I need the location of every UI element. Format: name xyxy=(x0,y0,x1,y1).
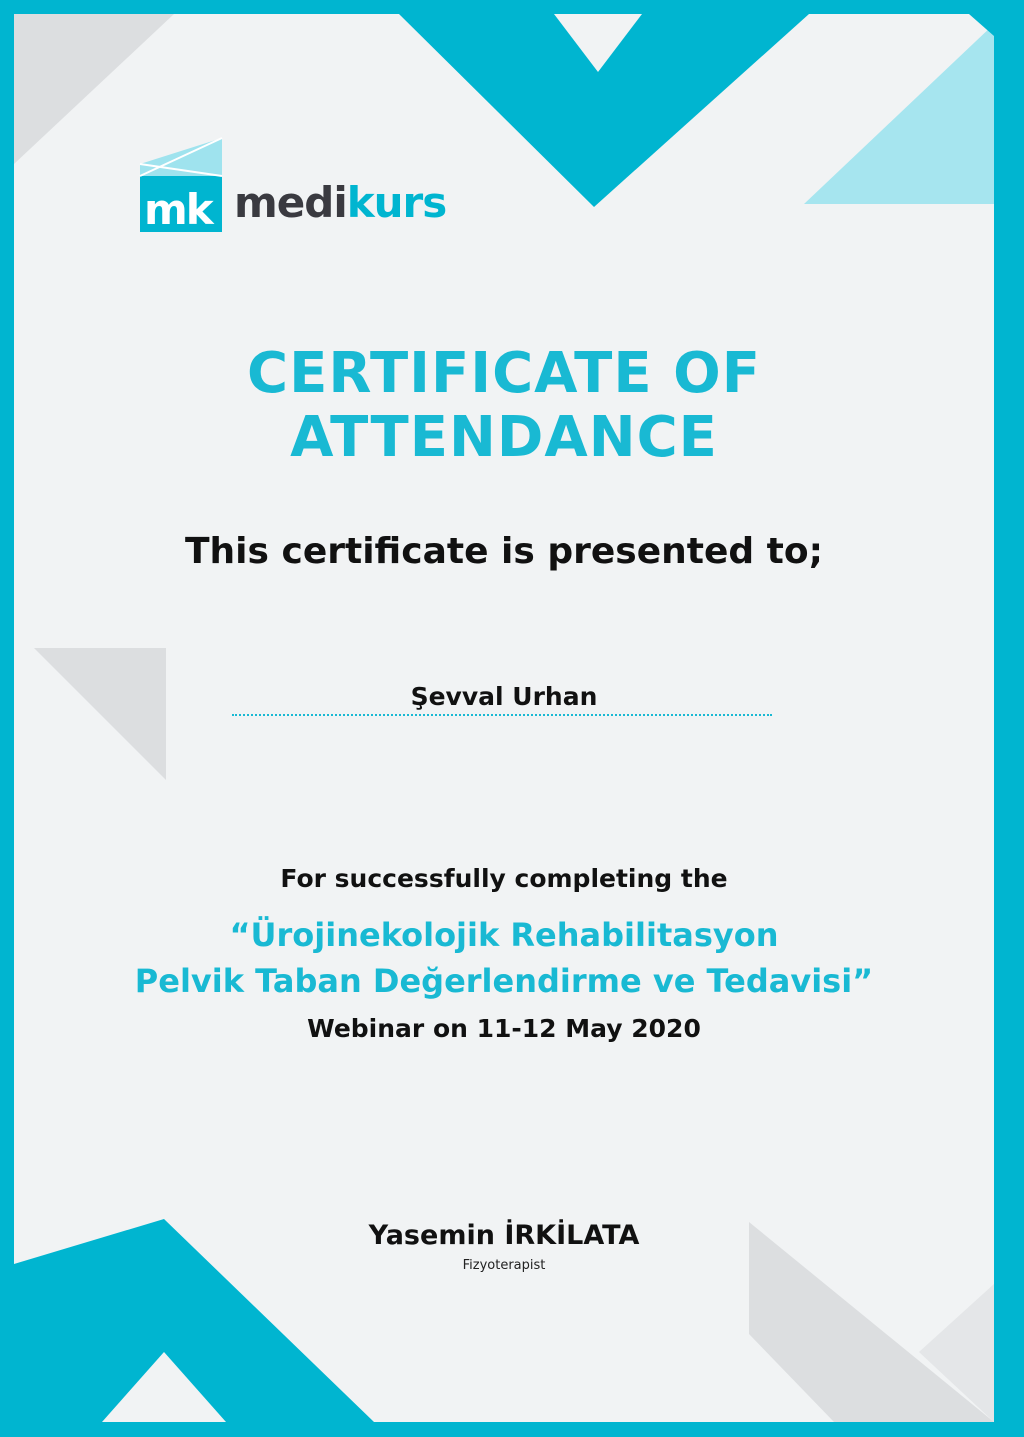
title-line-2: ATTENDANCE xyxy=(290,405,718,470)
logo-mark-icon xyxy=(138,136,234,236)
presented-to-text: This certificate is presented to; xyxy=(185,531,823,572)
title-line-1: CERTIFICATE OF xyxy=(247,341,761,406)
logo-brand-part1: medi xyxy=(234,178,347,227)
certificate-title xyxy=(14,342,994,470)
medikurs-logo xyxy=(138,136,498,236)
recipient-name: Şevval Urhan xyxy=(410,682,598,711)
top-right-light-band xyxy=(804,24,994,204)
course-title-line-2: Pelvik Taban Değerlendirme ve Tedavisi” xyxy=(134,962,874,1000)
logo-brand-part2: kurs xyxy=(346,178,447,227)
mid-left-grey-shape xyxy=(34,648,166,780)
course-title-line-1: “Ürojinekolojik Rehabilitasyon xyxy=(229,916,779,954)
logo-mark-text: mk xyxy=(144,185,212,234)
course-title xyxy=(14,912,994,1004)
completing-text: For successfully completing the xyxy=(280,864,728,893)
webinar-date-text: Webinar on 11-12 May 2020 xyxy=(307,1014,701,1043)
logo-wordmark xyxy=(234,178,447,227)
signer-name: Yasemin İRKİLATA xyxy=(368,1220,640,1251)
name-dotted-line xyxy=(232,714,772,716)
signer-role: Fizyoterapist xyxy=(462,1258,546,1273)
certificate-inner-panel xyxy=(14,14,994,1422)
